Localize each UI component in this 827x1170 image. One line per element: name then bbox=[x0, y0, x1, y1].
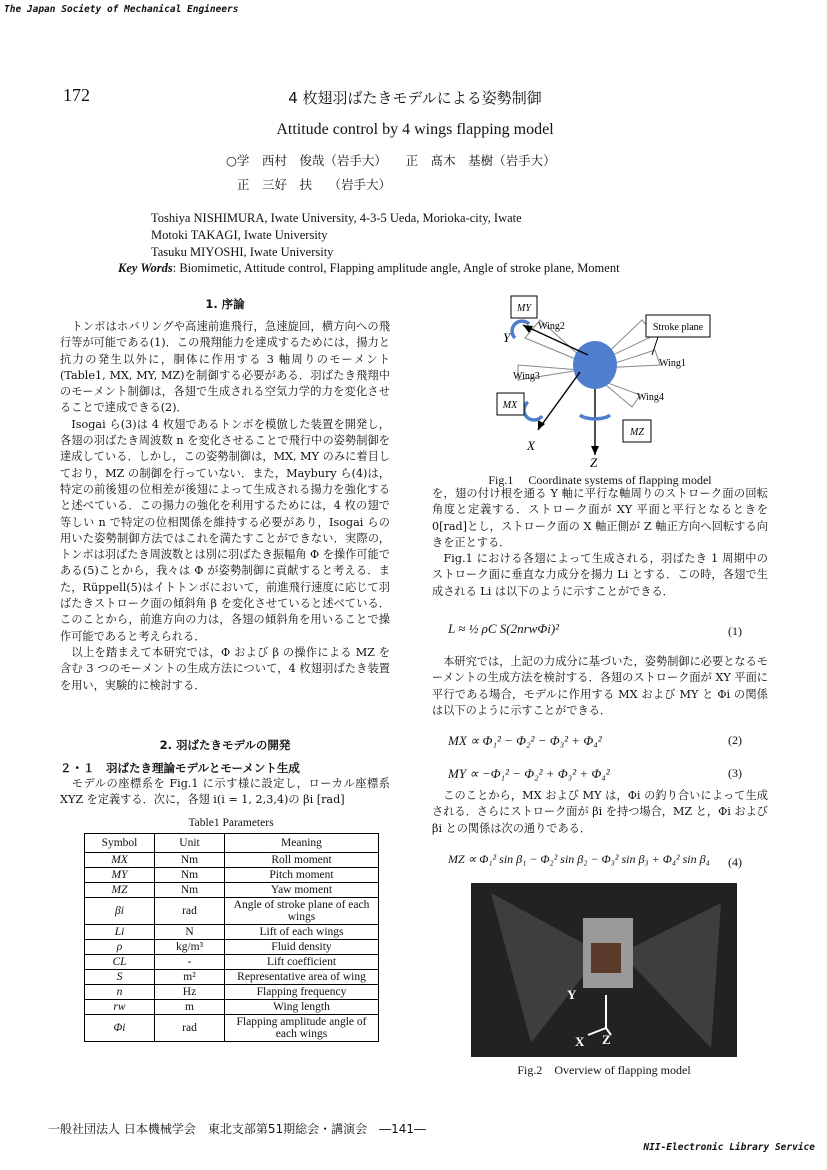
table-row bbox=[85, 925, 379, 940]
body-sphere bbox=[573, 341, 617, 389]
cell-unit: rad bbox=[155, 898, 225, 925]
equation-4: MZ ∝ Φ₁² sin β₁ − Φ₂² sin β₂ − Φ₃² sin β₃ + Φ₄² sin β₄ bbox=[448, 852, 710, 866]
authors-jp-2: 正 三好 扶 （岩手大） bbox=[237, 177, 391, 192]
section-2-heading: 2. 羽ばたきモデルの開発 bbox=[159, 738, 291, 752]
cell-meaning: Flapping frequency bbox=[225, 985, 379, 1000]
cell-meaning: Lift coefficient bbox=[225, 955, 379, 970]
z-axis-arrow bbox=[591, 446, 599, 455]
cell-unit: kg/m³ bbox=[155, 940, 225, 955]
author-en-2: Motoki TAKAGI, Iwate University bbox=[151, 228, 328, 242]
cell-unit: - bbox=[155, 955, 225, 970]
table-header-meaning: Meaning bbox=[225, 834, 379, 853]
title-en: Attitude control by 4 wings flapping model bbox=[276, 121, 554, 138]
fig2-photo-drawing bbox=[471, 883, 737, 1057]
wing4-label: Wing4 bbox=[637, 392, 664, 403]
cell-meaning: Pitch moment bbox=[225, 868, 379, 883]
cell-unit: m² bbox=[155, 970, 225, 985]
cell-symbol: CL bbox=[85, 955, 155, 970]
para-intro-2: Isogai ら(3)は 4 枚翅であるトンボを模倣した装置を開発し，各翅の羽ばたき周波数 n を変化させることで飛行中の姿勢制御を達成している．しかし，この姿勢制御は，MX, MY のみに着目しており，MZ の制御を行っていない．また，Maybury ら(4)は，特定の前後翅の位相差が後翅によって生成される揚力を強化すると述べている．この揚力の強化を利用するためには，4 枚の翅で等しい n で特定の位相関係を維持する必要があり，Isogai らの用いた姿勢制御方法ではこれを満たすことができない．実際の，トンボは羽ばたき周波数とは別に羽ばたき振幅角 Φ を操作可能である(5)ことから，我々は Φ が姿勢制御に貢献すると考える．また，Rüppell(5)はイトトンボにおいて，前進飛行速度に応じて羽ばたきストローク面の傾斜角 β を変化させていると述べている．このことから，前進方向の力は，各翅の傾斜角を用いることで操作可能であると考えられる． bbox=[60, 417, 390, 643]
cell-unit: N bbox=[155, 925, 225, 940]
photo-x-label: X bbox=[575, 1034, 585, 1049]
table-row bbox=[85, 883, 379, 898]
cell-meaning: Wing length bbox=[225, 1000, 379, 1015]
cell-meaning: Lift of each wings bbox=[225, 925, 379, 940]
keywords-text: : Biomimetic, Attitude control, Flapping amplitude angle, Angle of stroke plane, Moment bbox=[172, 261, 620, 275]
keywords bbox=[118, 261, 620, 276]
table-header-unit: Unit bbox=[155, 834, 225, 853]
library-footer: NII-Electronic Library Service bbox=[643, 1142, 815, 1153]
para-intro-1: トンボはホバリングや高速前進飛行，急速旋回，横方向への飛行等が可能である(1)．この飛翔能力を達成するためには，揚力と抗力の発生以外に，胴体に作用する 3 軸周りのモーメント(Table1, MX, MY, MZ)を制御する必要がある．羽ばたき飛翔中のモーメント制御は，各翅で生成される空気力学的力を変化させることで達成できる(2)． bbox=[60, 320, 390, 415]
cell-meaning: Fluid density bbox=[225, 940, 379, 955]
wing2-label: Wing2 bbox=[538, 321, 565, 332]
left-body-1 bbox=[60, 319, 390, 694]
table-row bbox=[85, 955, 379, 970]
wing1-label: Wing1 bbox=[659, 358, 686, 369]
cell-symbol: Φi bbox=[85, 1015, 155, 1042]
table-row bbox=[85, 970, 379, 985]
section-1-heading: 1. 序論 bbox=[205, 297, 245, 311]
wing3-label: Wing3 bbox=[513, 371, 540, 382]
para-lift: Fig.1 における各翅によって生成される，羽ばたき 1 周期中のストローク面に垂直な力成分を揚力 Li とする．この時，各翅で生成される Li は以下のように示すことができる． bbox=[432, 552, 768, 598]
fig2-caption: Fig.2 Overview of flapping model bbox=[517, 1063, 691, 1077]
mz-label: MZ bbox=[630, 427, 644, 438]
device-motor bbox=[591, 943, 621, 973]
keywords-label: Key Words bbox=[118, 261, 173, 275]
equation-2-number: (2) bbox=[728, 733, 742, 747]
cell-meaning: Representative area of wing bbox=[225, 970, 379, 985]
cell-symbol: n bbox=[85, 985, 155, 1000]
cell-meaning: Angle of stroke plane of each wings bbox=[225, 898, 379, 925]
cell-unit: Nm bbox=[155, 883, 225, 898]
z-axis-label: Z bbox=[590, 455, 598, 470]
equation-3-number: (3) bbox=[728, 766, 742, 780]
title-jp: 4 枚翅羽ばたきモデルによる姿勢制御 bbox=[288, 89, 542, 107]
table-row bbox=[85, 1000, 379, 1015]
cell-unit: Hz bbox=[155, 985, 225, 1000]
author-en-1: Toshiya NISHIMURA, Iwate University, 4-3-5 Ueda, Morioka-city, Iwate bbox=[151, 211, 522, 225]
para-intro-3: 以上を踏まえて本研究では，Φ および β の操作による MZ を含む 3 つのモーメントの生成方法について，4 枚翅羽ばたき装置を用い，実験的に検討する． bbox=[60, 645, 390, 692]
cell-symbol: MZ bbox=[85, 883, 155, 898]
table-caption: Table1 Parameters bbox=[188, 817, 274, 829]
table-header-row bbox=[85, 834, 379, 853]
x-axis-label: X bbox=[527, 438, 535, 453]
table-row bbox=[85, 985, 379, 1000]
y-axis-label: Y bbox=[503, 330, 511, 345]
photo-z-label: Z bbox=[602, 1032, 611, 1047]
society-header: The Japan Society of Mechanical Engineers bbox=[4, 4, 239, 15]
fig1-caption: Fig.1 Coordinate systems of flapping model bbox=[488, 473, 712, 487]
parameters-table bbox=[84, 833, 379, 1042]
fig2-photo bbox=[471, 883, 737, 1057]
cell-unit: rad bbox=[155, 1015, 225, 1042]
cell-symbol: ρ bbox=[85, 940, 155, 955]
cell-unit: Nm bbox=[155, 853, 225, 868]
cell-meaning: Roll moment bbox=[225, 853, 379, 868]
fig1-coordinate-diagram bbox=[430, 290, 780, 470]
equation-3: MY ∝ −Φ₁² − Φ₂² + Φ₃² + Φ₄² bbox=[448, 766, 610, 781]
cell-unit: m bbox=[155, 1000, 225, 1015]
paper-number: 172 bbox=[63, 85, 90, 105]
equation-2: MX ∝ Φ₁² − Φ₂² − Φ₃² + Φ₄² bbox=[448, 733, 602, 748]
author-en-3: Tasuku MIYOSHI, Iwate University bbox=[151, 245, 334, 259]
para-model-1: モデルの座標系を Fig.1 に示す様に設定し，ローカル座標系 XYZ を定義する．次に，各翅 i(i = 1, 2,3,4)の βi [rad] bbox=[60, 777, 390, 807]
mx-label: MX bbox=[502, 400, 518, 411]
equation-4-number: (4) bbox=[728, 855, 742, 869]
mx-rotation-arrow bbox=[524, 402, 542, 420]
cell-symbol: MX bbox=[85, 853, 155, 868]
table-row bbox=[85, 868, 379, 883]
cell-symbol: rw bbox=[85, 1000, 155, 1015]
cell-symbol: MY bbox=[85, 868, 155, 883]
equation-1: L ≈ ½ ρC S(2nrwΦi)² bbox=[448, 621, 560, 636]
authors-jp-1: ○学 西村 俊哉（岩手大） 正 髙木 基樹（岩手大） bbox=[226, 153, 556, 168]
photo-y-label: Y bbox=[567, 987, 577, 1002]
cell-unit: Nm bbox=[155, 868, 225, 883]
conference-footer: 一般社団法人 日本機械学会 東北支部第51期総会・講演会 ―141― bbox=[48, 1122, 426, 1136]
my-label: MY bbox=[517, 303, 531, 314]
table-row bbox=[85, 853, 379, 868]
cell-symbol: Li bbox=[85, 925, 155, 940]
table-row bbox=[85, 940, 379, 955]
x-axis-line bbox=[538, 372, 580, 430]
para-mz-relation: このことから，MX および MY は，Φi の釣り合いによって生成される．さらにストローク面が βi を持つ場合，MZ と，Φi および βi との関係は次の通りである． bbox=[432, 789, 768, 835]
cell-meaning: Yaw moment bbox=[225, 883, 379, 898]
table-row bbox=[85, 1015, 379, 1042]
right-body-1 bbox=[432, 486, 768, 600]
equation-1-number: (1) bbox=[728, 624, 742, 638]
section-2-1-heading: ２・１ 羽ばたき理論モデルとモーメント生成 bbox=[60, 761, 300, 775]
table-header-symbol: Symbol bbox=[85, 834, 155, 853]
para-moment-method: 本研究では，上記の力成分に基づいた，姿勢制御に必要となるモーメントの生成方法を検討する．各翅のストローク面が XY 平面に平行である場合，モデルに作用する MX および MY と Φi の関係は以下のように示すことができる． bbox=[432, 655, 768, 717]
cell-symbol: βi bbox=[85, 898, 155, 925]
cell-meaning: Flapping amplitude angle of each wings bbox=[225, 1015, 379, 1042]
cell-symbol: S bbox=[85, 970, 155, 985]
stroke-plane-label: Stroke plane bbox=[652, 322, 704, 333]
authors-en bbox=[151, 210, 522, 261]
para-stroke-angle: を，翅の付け根を通る Y 軸に平行な軸周りのストローク面の回転角度と定義する．ストローク面が XY 平面と平行となるときを 0[rad]とし，ストローク面の X 軸正側が Z 軸正方向へ回転する向きを正とする． bbox=[432, 487, 768, 549]
table-row bbox=[85, 898, 379, 925]
